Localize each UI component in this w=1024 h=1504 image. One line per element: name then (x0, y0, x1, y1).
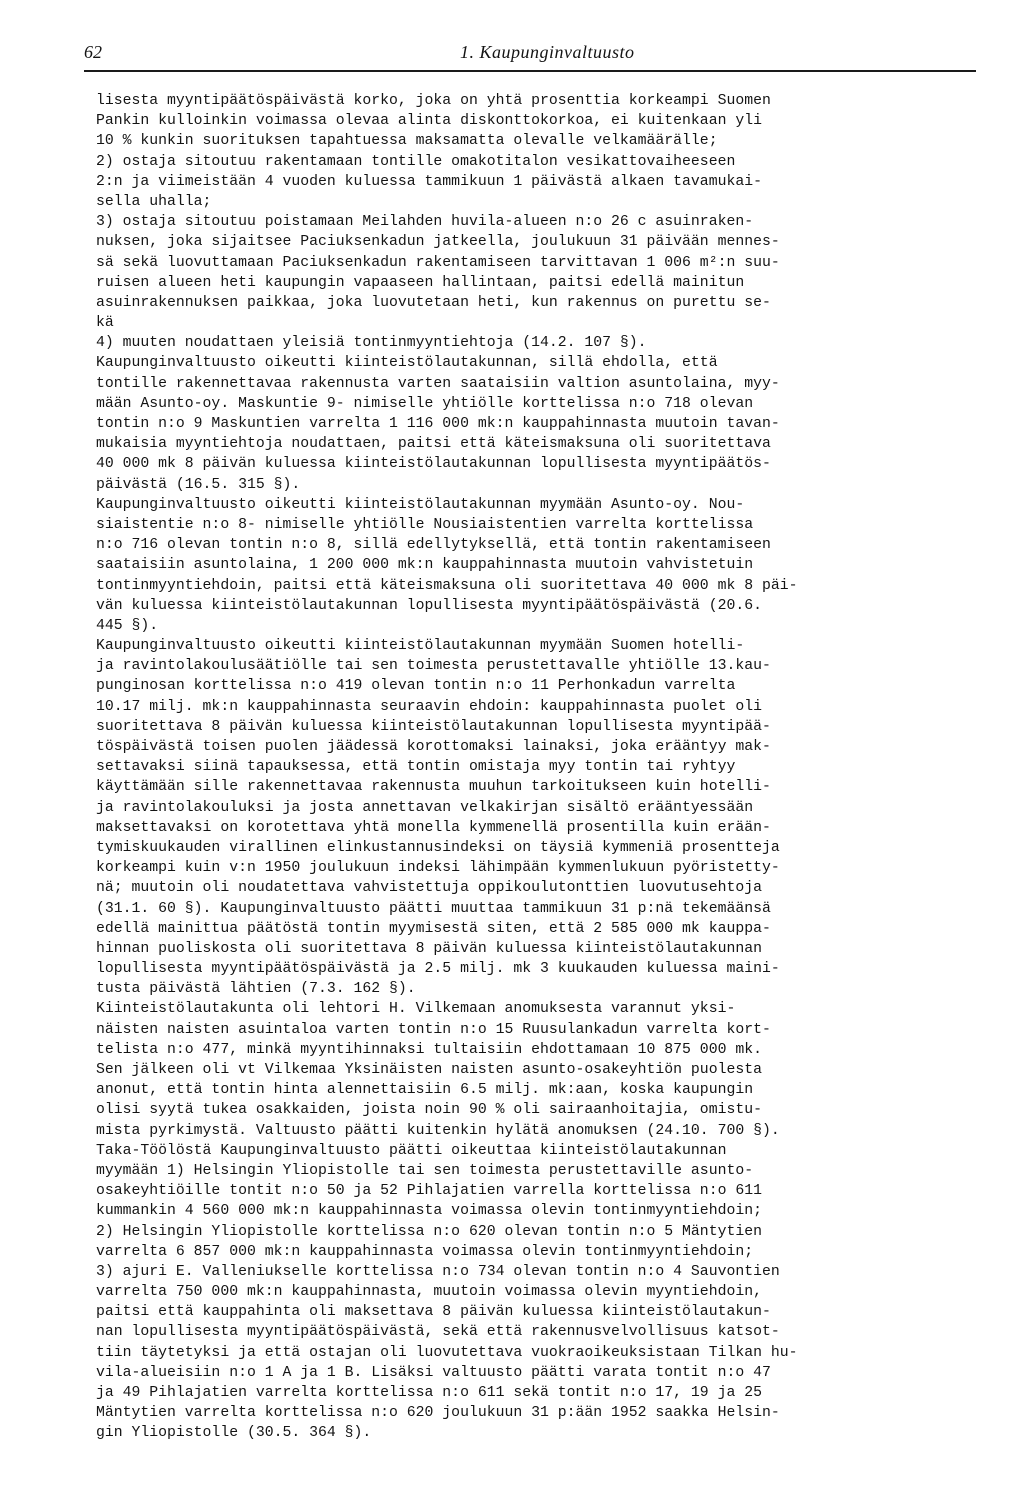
text-line: Taka-Töölöstä Kaupunginvaltuusto päätti oikeuttaa kiinteistölautakunnan (96, 1142, 727, 1159)
text-line: mista pyrkimystä. Valtuusto päätti kuitenkin hylätä anomuksen (24.10. 700 §). (96, 1122, 780, 1139)
text-line: vila-alueisiin n:o 1 A ja 1 B. Lisäksi valtuusto päätti varata tontit n:o 47 (96, 1364, 771, 1381)
text-line: Kaupunginvaltuusto oikeutti kiinteistölautakunnan myymään Asunto-oy. Nou- (96, 496, 745, 513)
text-line: kummankin 4 560 000 mk:n kauppahinnasta voimassa olevin tontinmyyntiehdoin; (96, 1203, 762, 1220)
text-line: edellä mainittua päätöstä tontin myymisestä siten, että 2 585 000 mk kauppa- (96, 920, 771, 937)
text-line: gin Yliopistolle (30.5. 364 §). (96, 1425, 372, 1442)
text-line: n:o 716 olevan tontin n:o 8, sillä edellytyksellä, että tontin rakentamiseen (96, 537, 771, 554)
text-line: maksettavaksi on korotettava yhtä monella kymmenellä prosentilla kuin erään- (96, 819, 771, 836)
text-line: suoritettava 8 päivän kuluessa kiinteistölautakunnan lopullisesta myyntipää- (96, 718, 771, 735)
text-line: (31.1. 60 §). Kaupunginvaltuusto päätti muuttaa tammikuun 31 p:nä tekemäänsä (96, 900, 771, 917)
text-line: olisi syytä tukea osakkaiden, joista noin 90 % oli sairaanhoitajia, omistu- (96, 1102, 762, 1119)
text-line: paitsi että kauppahinta oli maksettava 8 päivän kuluessa kiinteistölautakun- (96, 1304, 771, 1321)
text-line: hinnan puoliskosta oli suoritettava 8 päivän kuluessa kiinteistölautakunnan (96, 940, 762, 957)
text-line: punginosan korttelissa n:o 419 olevan tontin n:o 11 Perhonkadun varrelta (96, 678, 736, 695)
text-line: varrelta 6 857 000 mk:n kauppahinnasta voimassa olevin tontinmyyntiehdoin; (96, 1243, 754, 1260)
text-line: 445 §). (96, 617, 159, 634)
text-line: telista n:o 477, minkä myyntihinnaksi tultaisiin ehdottamaan 10 875 000 mk. (96, 1041, 762, 1058)
text-line: nan lopullisesta myyntipäätöspäivästä, sekä että rakennusvelvollisuus katsot- (96, 1324, 780, 1341)
text-line: töspäivästä toisen puolen jäädessä korottomaksi lainaksi, joka erääntyy mak- (96, 739, 771, 755)
text-line: Sen jälkeen oli vt Vilkemaa Yksinäisten naisten asunto-osakeyhtiön puolesta (96, 1062, 762, 1078)
text-line: osakeyhtiöille tontit n:o 50 ja 52 Pihlajatien varrella korttelissa n:o 611 (96, 1183, 762, 1200)
text-line: vän kuluessa kiinteistölautakunnan lopullisesta myyntipäätöspäivästä (20.6. (96, 597, 762, 614)
text-line: tiin täytetyksi ja että ostajan oli luovutettava vuokraoikeuksistaan Tilkan hu- (96, 1344, 798, 1361)
text-line: tontin n:o 9 Maskuntien varrelta 1 116 000 mk:n kauppahinnasta muutoin tavan- (96, 416, 780, 432)
text-line: asuinrakennuksen paikkaa, joka luovutetaan heti, kun rakennus on purettu se- (96, 294, 771, 311)
text-line: saataisiin asuntolaina, 1 200 000 mk:n kauppahinnasta muutoin vahvistetuin (96, 557, 754, 574)
text-line: tymiskuukauden virallinen elinkustannusindeksi on täysiä kymmeniä prosentteja (96, 839, 780, 856)
text-line: sä sekä luovuttamaan Paciuksenkadun rakentamiseen tarvittavan 1 006 m²:n suu- (96, 254, 780, 271)
body-text (96, 91, 976, 1444)
text-line: ja 49 Pihlajatien varrelta korttelissa n:o 611 sekä tontit n:o 17, 19 ja 25 (96, 1385, 762, 1401)
text-line: tontille rakennettavaa rakennusta varten saataisiin valtion asuntolaina, myy- (96, 375, 780, 392)
text-line: nuksen, joka sijaitsee Paciuksenkadun jatkeella, joulukuun 31 päivään mennes- (96, 234, 780, 251)
text-line: Kiinteistölautakunta oli lehtori H. Vilkemaan anomuksesta varannut yksi- (96, 1001, 736, 1018)
text-line: ja ravintolakouluksi ja josta annettavan velkakirjan sisältö erääntyessään (96, 799, 754, 816)
text-line: 40 000 mk 8 päivän kuluessa kiinteistölautakunnan lopullisesta myyntipäätös- (96, 456, 771, 473)
text-line: myymään 1) Helsingin Yliopistolle tai sen toimesta perustettaville asunto- (96, 1162, 754, 1179)
page-number: 62 (84, 42, 102, 62)
text-line: 10 % kunkin suorituksen tapahtuessa maksamatta olevalle velkamäärälle; (96, 133, 718, 150)
text-line: 2:n ja viimeistään 4 vuoden kuluessa tammikuun 1 päivästä alkaen tavamukai- (96, 173, 762, 190)
text-line: siaistentie n:o 8- nimiselle yhtiölle Nousiaistentien varrelta korttelissa (96, 516, 754, 533)
text-line: tontinmyyntiehdoin, paitsi että käteismaksuna oli suoritettava 40 000 mk 8 päi- (96, 577, 798, 594)
page-header (84, 40, 976, 72)
text-line: Mäntytien varrelta korttelissa n:o 620 joulukuun 31 p:ään 1952 saakka Helsin- (96, 1405, 780, 1422)
text-line: ruisen alueen heti kaupungin vapaaseen hallintaan, paitsi edellä mainitun (96, 274, 745, 291)
text-line: lopullisesta myyntipäätöspäivästä ja 2.5 milj. mk 3 kuukauden kuluessa maini- (96, 961, 780, 978)
text-line: anonut, että tontin hinta alennettaisiin 6.5 milj. mk:aan, koska kaupungin (96, 1082, 754, 1099)
text-line: lisesta myyntipäätöspäivästä korko, joka on yhtä prosenttia korkeampi Suomen (96, 93, 771, 109)
text-line: settavaksi siinä tapauksessa, että tontin omistaja myy tontin tai ryhtyy (96, 759, 736, 776)
text-line: tusta päivästä lähtien (7.3. 162 §). (96, 981, 416, 998)
running-head: 1. Kaupunginvaltuusto (460, 42, 635, 62)
text-line: mukaisia myyntiehtoja noudattaen, paitsi että käteismaksuna oli suoritettava (96, 436, 771, 453)
text-line: nä; muutoin oli noudatettava vahvistettuja oppikoulutonttien luovutusehtoja (96, 880, 762, 897)
text-line: Kaupunginvaltuusto oikeutti kiinteistölautakunnan, sillä ehdolla, että (96, 355, 718, 372)
text-line: varrelta 750 000 mk:n kauppahinnasta, muutoin voimassa olevin myyntiehdoin, (96, 1284, 762, 1301)
text-line: käyttämään sille rakennettavaa rakennusta muuhun tarkoitukseen kuin hotelli- (96, 779, 771, 796)
text-line: mään Asunto-oy. Maskuntie 9- nimiselle yhtiölle korttelissa n:o 718 olevan (96, 395, 754, 412)
text-line: päivästä (16.5. 315 §). (96, 476, 301, 493)
text-line: 10.17 milj. mk:n kauppahinnasta seuraavin ehdoin: kauppahinnasta puolet oli (96, 698, 762, 715)
text-line: Pankin kulloinkin voimassa olevaa alinta diskonttokorkoa, ei kuitenkaan yli (96, 113, 762, 130)
text-line: Kaupunginvaltuusto oikeutti kiinteistölautakunnan myymään Suomen hotelli- (96, 638, 745, 655)
text-line: korkeampi kuin v:n 1950 joulukuun indeksi lähimpään kymmenlukuun pyöristetty- (96, 860, 780, 877)
text-line: 2) Helsingin Yliopistolle korttelissa n:o 620 olevan tontin n:o 5 Mäntytien (96, 1223, 762, 1240)
text-line: 3) ajuri E. Valleniukselle korttelissa n:o 734 olevan tontin n:o 4 Sauvontien (96, 1263, 780, 1280)
text-line: sella uhalla; (96, 193, 212, 210)
text-line: ja ravintolakoulusäätiölle tai sen toimesta perustettavalle yhtiölle 13.kau- (96, 658, 771, 675)
text-line: 4) muuten noudattaen yleisiä tontinmyyntiehtoja (14.2. 107 §). (96, 335, 647, 352)
text-line: 3) ostaja sitoutuu poistamaan Meilahden huvila-alueen n:o 26 c asuinraken- (96, 214, 754, 231)
text-line: näisten naisten asuintaloa varten tontin n:o 15 Ruusulankadun varrelta kort- (96, 1021, 771, 1038)
text-line: kä (96, 315, 114, 332)
text-line: 2) ostaja sitoutuu rakentamaan tontille omakotitalon vesikattovaiheeseen (96, 153, 736, 170)
